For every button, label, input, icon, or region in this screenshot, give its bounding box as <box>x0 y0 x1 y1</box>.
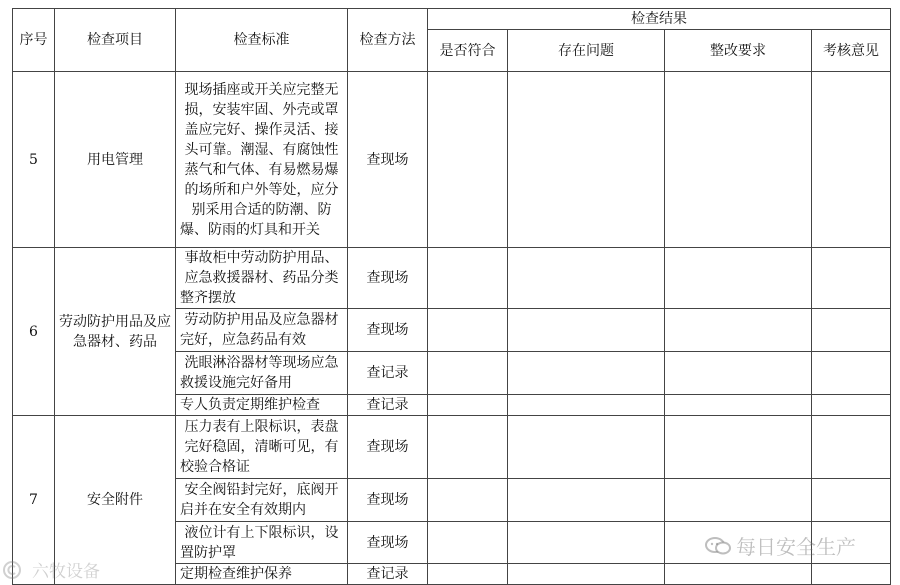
header-assess: 考核意见 <box>812 30 891 72</box>
standard-cell: 专人负责定期维护检查 <box>176 395 348 416</box>
assess-cell[interactable] <box>812 395 891 416</box>
assess-cell[interactable] <box>812 564 891 585</box>
assess-cell[interactable] <box>812 479 891 522</box>
item-cell: 用电管理 <box>55 72 176 248</box>
issues-cell[interactable] <box>508 564 665 585</box>
conform-cell[interactable] <box>428 248 508 309</box>
issues-cell[interactable] <box>508 309 665 352</box>
rectify-cell[interactable] <box>665 416 812 479</box>
standard-cell: 劳动防护用品及应急器材完好，应急药品有效 <box>176 309 348 352</box>
rectify-cell[interactable] <box>665 395 812 416</box>
header-standard: 检查标准 <box>176 9 348 72</box>
rectify-cell[interactable] <box>665 564 812 585</box>
item-cell: 劳动防护用品及应急器材、药品 <box>55 248 176 416</box>
inspection-table <box>12 8 891 585</box>
header-rectify: 整改要求 <box>665 30 812 72</box>
seq-cell: 7 <box>13 416 55 585</box>
issues-cell[interactable] <box>508 479 665 522</box>
watermark-left-text: 六牧设备 <box>32 562 100 582</box>
header-result: 检查结果 <box>428 9 891 30</box>
rectify-cell[interactable] <box>665 479 812 522</box>
method-cell: 查记录 <box>348 564 428 585</box>
standard-cell: 安全阀铅封完好，底阀开启并在安全有效期内 <box>176 479 348 522</box>
conform-cell[interactable] <box>428 416 508 479</box>
seq-cell: 5 <box>13 72 55 248</box>
method-cell: 查现场 <box>348 522 428 564</box>
standard-cell: 现场插座或开关应完整无损，安装牢固、外壳或罩盖应完好、操作灵活、接头可靠。潮湿、有腐蚀性蒸气和气体、有易燃易爆的场所和户外等处，应分别采用合适的防潮、防爆、防雨的灯具和开关 <box>176 72 348 248</box>
standard-cell: 液位计有上下限标识，设置防护罩 <box>176 522 348 564</box>
issues-cell[interactable] <box>508 395 665 416</box>
issues-cell[interactable] <box>508 352 665 395</box>
assess-cell[interactable] <box>812 248 891 309</box>
table-row <box>13 248 891 309</box>
standard-cell: 定期检查维护保养 <box>176 564 348 585</box>
watermark-right-text: 每日安全生产 <box>736 535 856 559</box>
method-cell: 查现场 <box>348 479 428 522</box>
standard-cell: 压力表有上限标识，表盘完好稳固，清晰可见，有校验合格证 <box>176 416 348 479</box>
issues-cell[interactable] <box>508 248 665 309</box>
conform-cell[interactable] <box>428 72 508 248</box>
table-row <box>13 72 891 248</box>
method-cell: 查记录 <box>348 352 428 395</box>
assess-cell[interactable] <box>812 309 891 352</box>
header-seq: 序号 <box>13 9 55 72</box>
table-row <box>13 416 891 479</box>
watermark-right <box>704 531 856 560</box>
conform-cell[interactable] <box>428 564 508 585</box>
method-cell: 查现场 <box>348 72 428 248</box>
method-cell: 查记录 <box>348 395 428 416</box>
watermark-left <box>2 557 100 582</box>
copyright-icon <box>2 559 30 581</box>
item-cell: 安全附件 <box>55 416 176 585</box>
conform-cell[interactable] <box>428 352 508 395</box>
standard-cell: 洗眼淋浴器材等现场应急救援设施完好备用 <box>176 352 348 395</box>
rectify-cell[interactable] <box>665 309 812 352</box>
header-issues: 存在问题 <box>508 30 665 72</box>
conform-cell[interactable] <box>428 309 508 352</box>
issues-cell[interactable] <box>508 416 665 479</box>
standard-cell: 事故柜中劳动防护用品、应急救援器材、药品分类整齐摆放 <box>176 248 348 309</box>
conform-cell[interactable] <box>428 395 508 416</box>
seq-cell: 6 <box>13 248 55 416</box>
issues-cell[interactable] <box>508 522 665 564</box>
assess-cell[interactable] <box>812 416 891 479</box>
rectify-cell[interactable] <box>665 248 812 309</box>
header-conform: 是否符合 <box>428 30 508 72</box>
header-method: 检查方法 <box>348 9 428 72</box>
assess-cell[interactable] <box>812 72 891 248</box>
method-cell: 查现场 <box>348 309 428 352</box>
rectify-cell[interactable] <box>665 352 812 395</box>
conform-cell[interactable] <box>428 522 508 564</box>
header-item: 检查项目 <box>55 9 176 72</box>
method-cell: 查现场 <box>348 416 428 479</box>
assess-cell[interactable] <box>812 352 891 395</box>
conform-cell[interactable] <box>428 479 508 522</box>
rectify-cell[interactable] <box>665 72 812 248</box>
method-cell: 查现场 <box>348 248 428 309</box>
chat-bubble-icon <box>704 535 732 557</box>
issues-cell[interactable] <box>508 72 665 248</box>
